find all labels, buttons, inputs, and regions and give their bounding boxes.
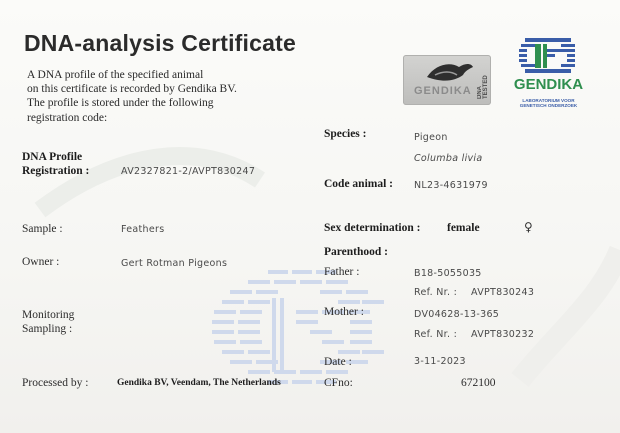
pigeon-icon — [425, 59, 475, 87]
species-label: Species : — [324, 128, 367, 140]
gendika-subtitle-line: LABORATORIUM VOOR — [522, 98, 575, 103]
cfno-label: CFno: — [324, 377, 353, 389]
intro-text — [27, 68, 237, 125]
father-label: Father : — [324, 266, 360, 278]
mother-value: DV04628-13-365 — [414, 309, 500, 320]
parenthood-label: Parenthood : — [324, 246, 388, 258]
gendika-lab-logo — [511, 36, 586, 111]
sample-value: Feathers — [121, 224, 165, 235]
processed-label: Processed by : — [22, 377, 89, 389]
logo-brand-text: GENDIKA — [414, 85, 472, 97]
mother-ref-value: AVPT830232 — [471, 329, 535, 340]
gendika-subtitle — [511, 98, 586, 108]
date-value: 3-11-2023 — [414, 356, 466, 367]
dna-tested-logo — [403, 55, 491, 105]
father-ref-label: Ref. Nr. : — [414, 287, 458, 298]
monitoring-label-line1: Monitoring — [22, 309, 75, 321]
intro-line: on this certificate is recorded by Gendika BV. — [27, 83, 237, 96]
sex-label: Sex determination : — [324, 222, 421, 234]
species-value: Pigeon — [414, 132, 448, 143]
owner-label: Owner : — [22, 256, 60, 268]
registration-value: AV2327821-2/AVPT830247 — [121, 166, 256, 177]
father-ref-value: AVPT830243 — [471, 287, 535, 298]
registration-label-line1: DNA Profile — [22, 151, 83, 163]
code-animal-label: Code animal : — [324, 178, 393, 190]
gendika-wordmark: GENDIKA — [513, 76, 584, 93]
certificate-title: DNA-analysis Certificate — [24, 30, 296, 56]
registration-label-line2: Registration : — [22, 165, 90, 177]
species-latin: Columba livia — [414, 153, 483, 164]
owner-value: Gert Rotman Pigeons — [121, 258, 228, 269]
code-animal-value: NL23-4631979 — [414, 180, 488, 191]
mother-ref-label: Ref. Nr. : — [414, 329, 458, 340]
intro-line: The profile is stored under the following — [27, 97, 214, 110]
father-value: B18-5055035 — [414, 268, 482, 279]
intro-line: registration code: — [27, 111, 108, 124]
sex-value: female — [447, 222, 480, 234]
monitoring-label-line2: Sampling : — [22, 323, 73, 335]
mother-label: Mother : — [324, 306, 364, 318]
gendika-emblem-icon — [511, 36, 586, 76]
female-symbol-icon: ♀ — [524, 220, 533, 234]
gendika-subtitle-line: GENETISCH ONDERZOEK — [519, 103, 578, 109]
processed-value: Gendika BV, Veendam, The Netherlands — [117, 378, 281, 388]
sample-label: Sample : — [22, 223, 63, 235]
date-label: Date : — [324, 356, 352, 368]
intro-line: A DNA profile of the specified animal — [27, 69, 204, 81]
dna-tested-label: DNA TESTED — [477, 75, 489, 99]
cfno-value: 672100 — [461, 377, 496, 389]
